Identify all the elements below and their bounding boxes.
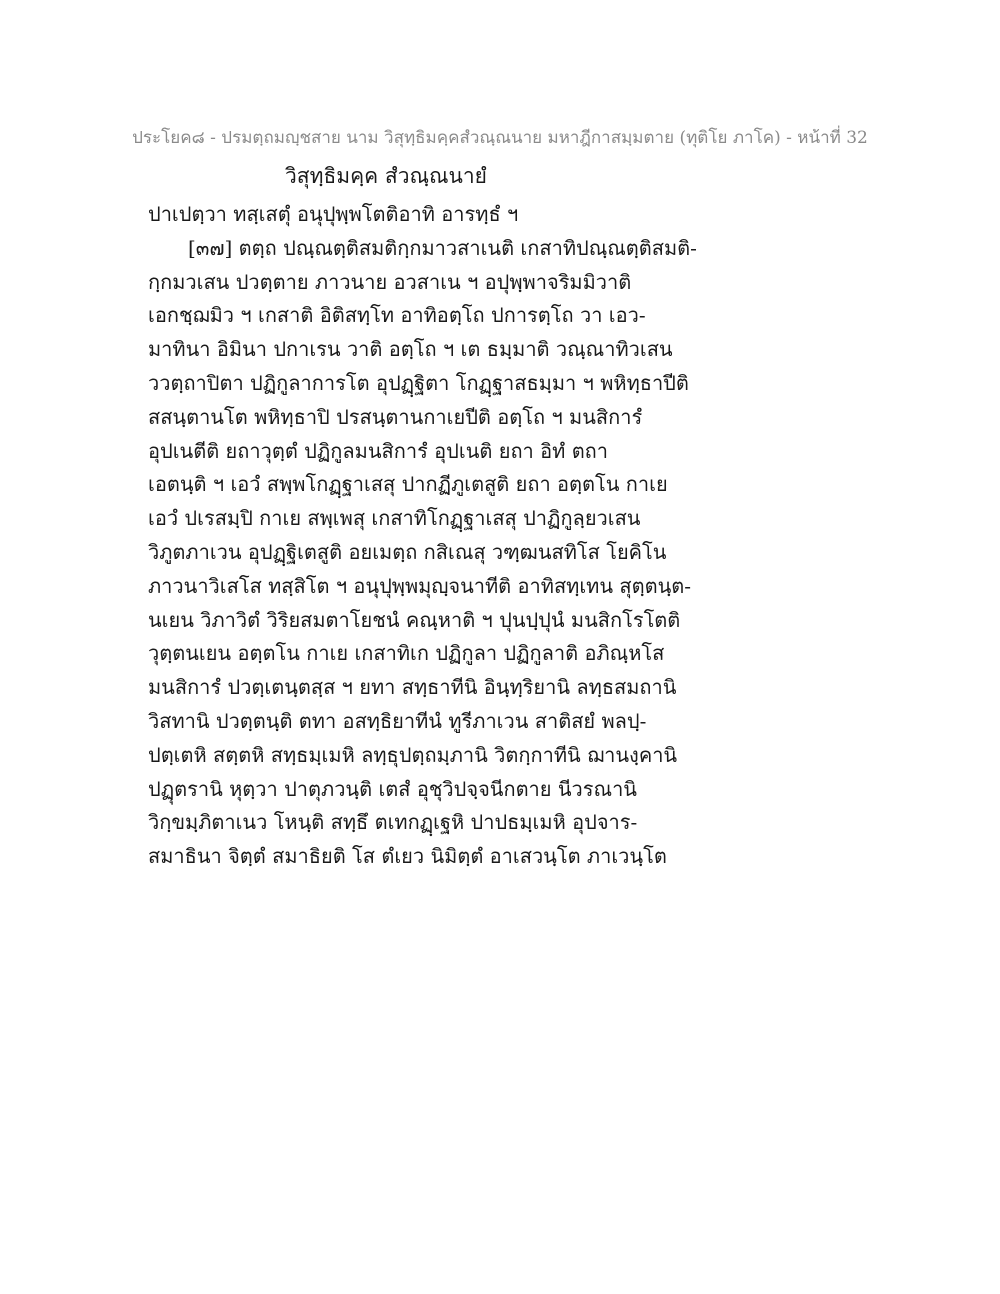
- body-line: มนสิการํ ปวตฺเตนฺตสฺส ฯ ยทา สทฺธาทีนิ อินฺทฺริยานิ ลทฺธสมถานิ: [148, 675, 677, 700]
- body-line: วิกฺขมฺภิตาเนว โหนฺติ สทฺธึ ตเทกฏฺเฐหิ ปาปธมฺเมหิ อุปจาร-: [148, 810, 638, 835]
- running-header: ประโยค๘ - ปรมตฺถมญฺชสาย นาม วิสุทฺธิมคฺคสํวณฺณนาย มหาฎีกาสมฺมตาย (ทุติโย ภาโค) - หน้าที่ 32: [132, 128, 868, 148]
- body-line: เอกชฺฌมิว ฯ เกสาติ อิติสทฺโท อาทิอตฺโถ ปการตฺโถ วา เอว-: [148, 303, 646, 328]
- section-title: วิสุทฺธิมคฺค สํวณฺณนายํ: [285, 164, 487, 188]
- body-line: สสนฺตานโต พหิทฺธาปิ ปรสนฺตานกาเยปีติ อตฺโถ ฯ มนสิการํ: [148, 404, 643, 429]
- body-line: วุตฺตนเยน อตฺตโน กาเย เกสาทิเก ปฏิกูลา ปฏิกูลาติ อภิณฺหโส: [148, 641, 665, 666]
- body-line: ปาเปตฺวา ทสฺเสตุํ อนุปุพฺพโตติอาทิ อารทฺธํ ฯ: [148, 202, 519, 226]
- body-line: เอตนฺติ ฯ เอวํ สพฺพโกฏฺฐาเสสุ ปากฏีภูเตสูติ ยถา อตฺตโน กาเย: [148, 472, 668, 497]
- body-line: [๓๗] ตตฺถ ปณฺณตฺติสมติกฺกมาวสาเนติ เกสาทิปณฺณตฺติสมติ-: [188, 235, 697, 260]
- body-line: วิภูตภาเวน อุปฏฺฐิเตสูติ อยเมตฺถ กสิเณสุ วฑฺฒนสทิโส โยคิโน: [148, 539, 667, 564]
- body-line: กฺกมวเสน ปวตฺตาย ภาวนาย อวสาเน ฯ อปุพฺพาจริมมิวาติ: [148, 269, 632, 294]
- body-text: [148, 198, 868, 874]
- body-line: ภาวนาวิเสโส ทสฺสิโต ฯ อนุปุพฺพมุญฺจนาทีติ อาทิสทฺเทน สุตฺตนฺต-: [148, 573, 691, 598]
- body-line: เอวํ ปเรสมฺปิ กาเย สพฺเพสุ เกสาทิโกฏฺฐาเสสุ ปาฏิกูลฺยวเสน: [148, 506, 641, 531]
- body-line: สมาธินา จิตฺตํ สมาธิยติ โส ตํเยว นิมิตฺตํ อาเสวนฺโต ภาเวนฺโต: [148, 844, 667, 869]
- body-line: ววตฺถาปิตา ปฏิกูลาการโต อุปฏฺฐิตา โกฏฺฐาสธมฺมา ฯ พหิทฺธาปีติ: [148, 370, 689, 395]
- body-line: วิสทานิ ปวตฺตนฺติ ตทา อสทฺธิยาทีนํ ทูรีภาเวน สาติสยํ พลปฺ-: [148, 708, 647, 733]
- body-line: ปฏุตรานิ หุตฺวา ปาตุภวนฺติ เตสํ อุชุวิปจฺจนีกตาย นีวรณานิ: [148, 776, 637, 801]
- body-line: ปตฺเตหิ สตฺตหิ สทฺธมฺเมหิ ลทฺธุปตฺถมฺภานิ วิตกฺกาทีนิ ฌานงฺคานิ: [148, 742, 678, 767]
- body-line: มาทินา อิมินา ปกาเรน วาติ อตฺโถ ฯ เต ธมฺมาติ วณฺณาทิวเสน: [148, 337, 673, 362]
- body-line: อุปเนตีติ ยถาวุตฺตํ ปฏิกูลมนสิการํ อุปเนติ ยถา อิทํ ตถา: [148, 438, 609, 463]
- body-line: นเยน วิภาวิตํ วิริยสมตาโยชนํ คณฺหาติ ฯ ปุนปฺปุนํ มนสิกโรโตติ: [148, 607, 681, 632]
